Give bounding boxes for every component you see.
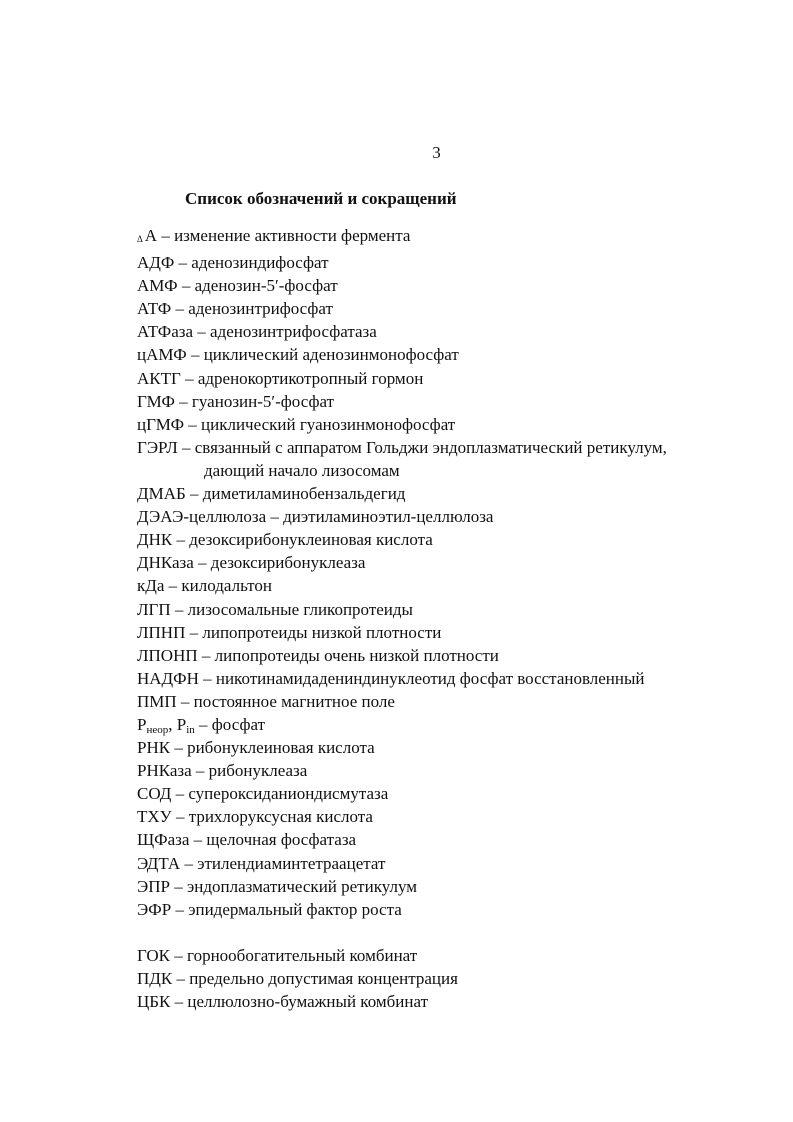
list-item: РНК – рибонуклеиновая кислота xyxy=(137,738,375,758)
list-item: ДНКаза – дезоксирибонуклеаза xyxy=(137,553,366,573)
list-item: НАДФН – никотинамидадениндинуклеотид фосфат восстановленный xyxy=(137,668,645,688)
list-item: РНКаза – рибонуклеаза xyxy=(137,761,308,781)
abbreviation-list xyxy=(137,224,757,1013)
list-item: АМФ – аденозин-5′-фосфат xyxy=(137,276,338,296)
page-title: Список обозначений и сокращений xyxy=(185,189,457,208)
list-item: ГМФ – гуанозин-5′-фосфат xyxy=(137,391,335,411)
page-number: 3 xyxy=(432,143,441,162)
delta-symbol: Δ xyxy=(137,234,143,244)
list-item: ПДК – предельно допустимая концентрация xyxy=(137,968,458,988)
phosphate-subscript: in xyxy=(186,723,195,736)
list-item: СОД – супероксиданиондисмутаза xyxy=(137,784,389,804)
list-item: ЩФаза – щелочная фосфатаза xyxy=(137,830,357,850)
list-item: ТХУ – трихлоруксусная кислота xyxy=(137,807,373,827)
list-item: ЭДТА – этилендиаминтетраацетат xyxy=(137,853,386,873)
separator: , xyxy=(168,714,177,734)
list-item: ДНК – дезоксирибонуклеиновая кислота xyxy=(137,530,433,550)
phosphate-symbol: P xyxy=(137,714,147,734)
list-item: кДа – килодальтон xyxy=(137,576,272,596)
list-item xyxy=(137,224,757,251)
list-item: ДМАБ – диметиламинобензальдегид xyxy=(137,484,406,504)
entry-text: – фосфат xyxy=(194,714,266,734)
list-item: АТФаза – аденозинтрифосфатаза xyxy=(137,322,377,342)
list-item: ЭПР – эндоплазматический ретикулум xyxy=(137,876,418,896)
list-item: ГЭРЛ – связанный с аппаратом Гольджи эндоплазматический ретикулум, xyxy=(137,437,667,457)
list-item: АКТГ – адренокортикотропный гормон xyxy=(137,368,424,388)
entry-text: А – изменение активности фермента xyxy=(144,226,411,245)
phosphate-symbol: P xyxy=(176,714,187,734)
list-item: АТФ – аденозинтрифосфат xyxy=(137,299,333,319)
list-item-continuation: дающий начало лизосомам xyxy=(204,460,400,480)
list-item: ЛПОНП – липопротеиды очень низкой плотности xyxy=(137,645,499,665)
list-item: цГМФ – циклический гуанозинмонофосфат xyxy=(137,414,456,434)
list-item: ЛПНП – липопротеиды низкой плотности xyxy=(137,622,442,642)
list-item: АДФ – аденозиндифосфат xyxy=(137,253,329,273)
list-item: цАМФ – циклический аденозинмонофосфат xyxy=(137,345,459,365)
section-gap xyxy=(137,921,757,944)
phosphate-subscript: неор xyxy=(146,723,169,736)
list-item: ДЭАЭ-целлюлоза – диэтиламиноэтил-целлюлоза xyxy=(137,507,494,527)
list-item: ЛГП – лизосомальные гликопротеиды xyxy=(137,599,413,619)
list-item: ЦБК – целлюлозно-бумажный комбинат xyxy=(137,992,429,1011)
list-item xyxy=(137,713,757,736)
list-item: ПМП – постоянное магнитное поле xyxy=(137,691,395,711)
list-item: ЭФР – эпидермальный фактор роста xyxy=(137,899,402,919)
list-item: ГОК – горнообогатительный комбинат xyxy=(137,945,418,965)
